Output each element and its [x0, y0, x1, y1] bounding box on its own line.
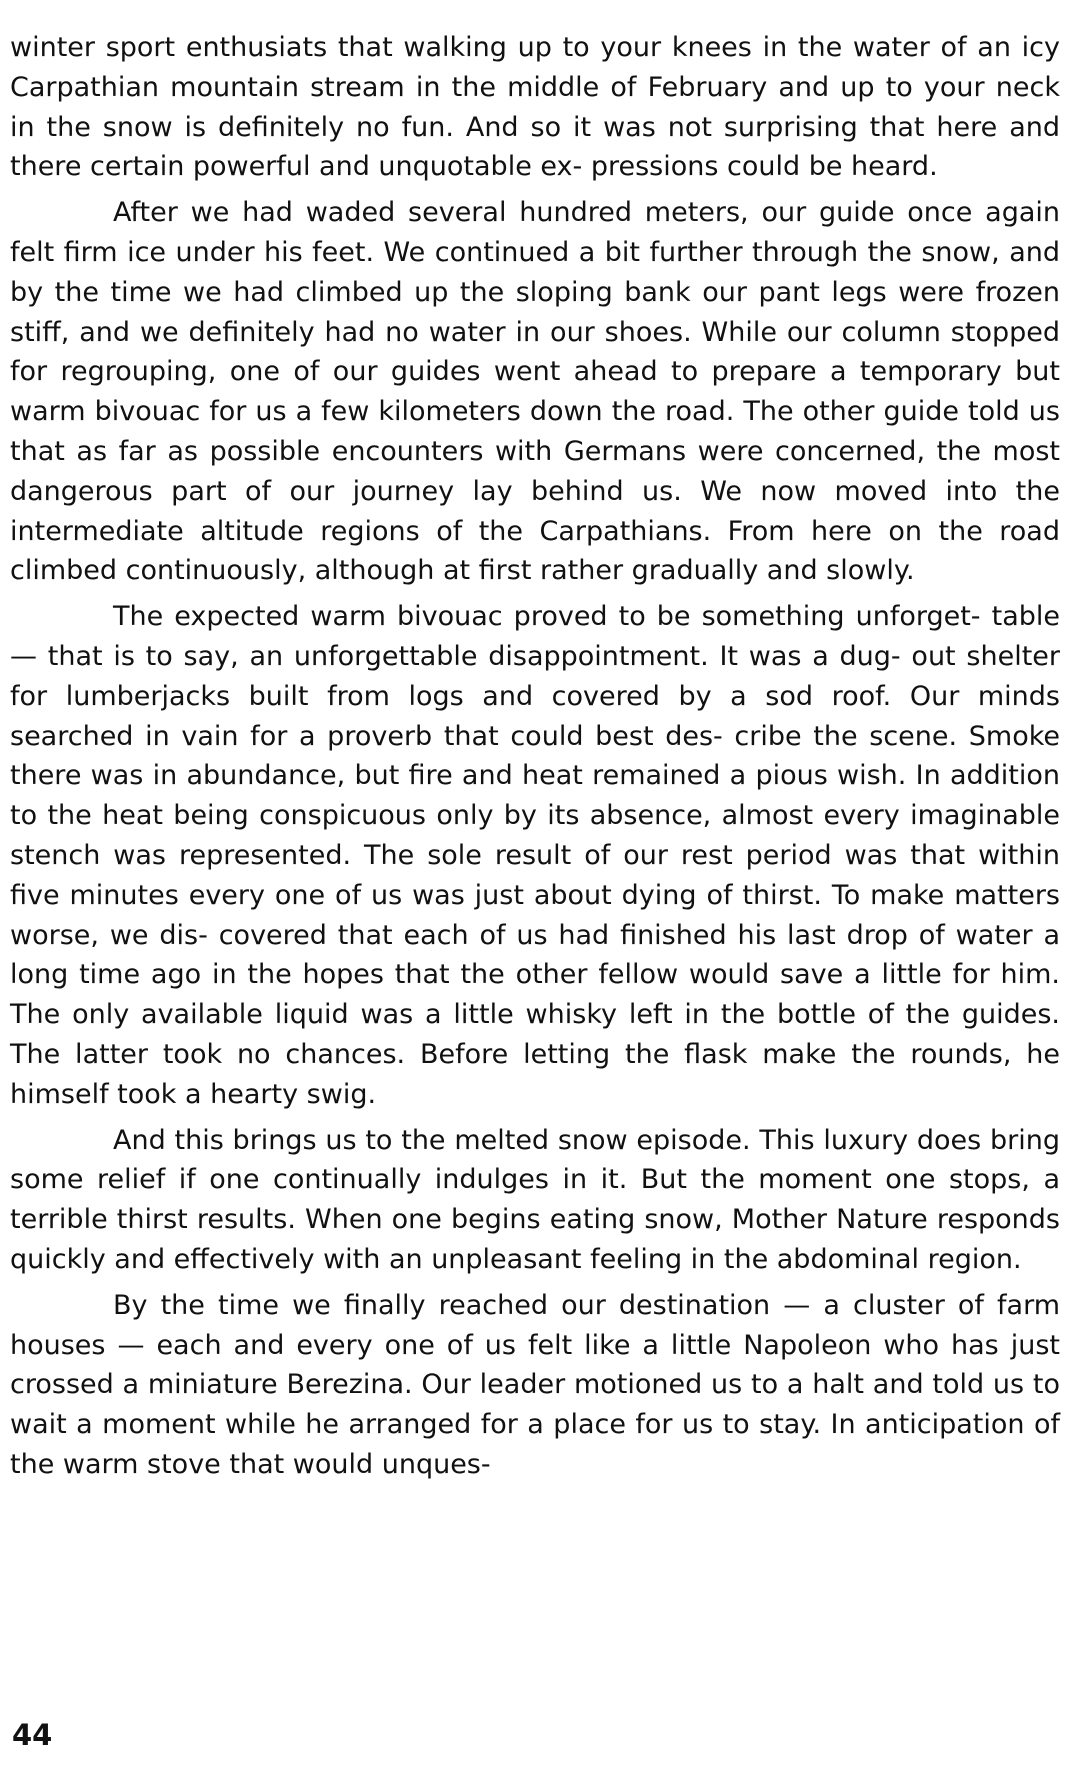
paragraph-bivouac: The expected warm bivouac proved to be something unforget- table — that is to say, an unforgettable disappointment. It was a dug- out shelter for lumberjacks built from logs and covered by a sod roof. Our minds searched in vain for a proverb that could best des- cribe the scene. Smoke there was in abundance, but fire and heat remained a pious wish. In addition to the heat being conspicuous only by its absence, almost every imaginable stench was represented. The sole result of our rest period was that within five minutes every one of us was just about dying of thirst. To make matters worse, we dis- covered that each of us had finished his last drop of water a long time ago in the hopes that the other fellow would save a little for him. The only available liquid was a little whisky left in the bottle of the guides. The latter took no chances. Before letting the flask make the rounds, he himself took a hearty swig. — [10, 601, 1060, 1110]
paragraph-melted-snow: And this brings us to the melted snow episode. This luxury does bring some relief if one continually indulges in it. But the moment one stops, a terrible thirst results. When one begins eating snow, Mother Nature responds quickly and effectively with an unpleasant feeling in the abdominal region. — [10, 1124, 1060, 1275]
page-number: 44 — [12, 1718, 53, 1752]
paragraph-continuation: winter sport enthusiats that walking up to your knees in the water of an icy Carpathian mountain stream in the middle of February and up to your neck in the snow is definitely no fun. And so it was not surprising that here and there certain powerful and unquotable ex- pressions could be heard. — [10, 32, 1060, 183]
page-body — [10, 28, 1060, 1491]
paragraph-destination: By the time we finally reached our destination — a cluster of farm houses — each and every one of us felt like a little Napoleon who has just crossed a miniature Berezina. Our leader motioned us to a halt and told us to wait a moment while he arranged for a place for us to stay. In anticipation of the warm stove that would unques- — [10, 1289, 1060, 1480]
paragraph-waded: After we had waded several hundred meters, our guide once again felt firm ice under his feet. We continued a bit further through the snow, and by the time we had climbed up the sloping bank our pant legs were frozen stiff, and we definitely had no water in our shoes. While our column stopped for regrouping, one of our guides went ahead to prepare a temporary but warm bivouac for us a few kilometers down the road. The other guide told us that as far as possible encounters with Germans were concerned, the most dangerous part of our journey lay behind us. We now moved into the intermediate altitude regions of the Carpathians. From here on the road climbed continuously, although at first rather gradually and slowly. — [10, 197, 1060, 587]
